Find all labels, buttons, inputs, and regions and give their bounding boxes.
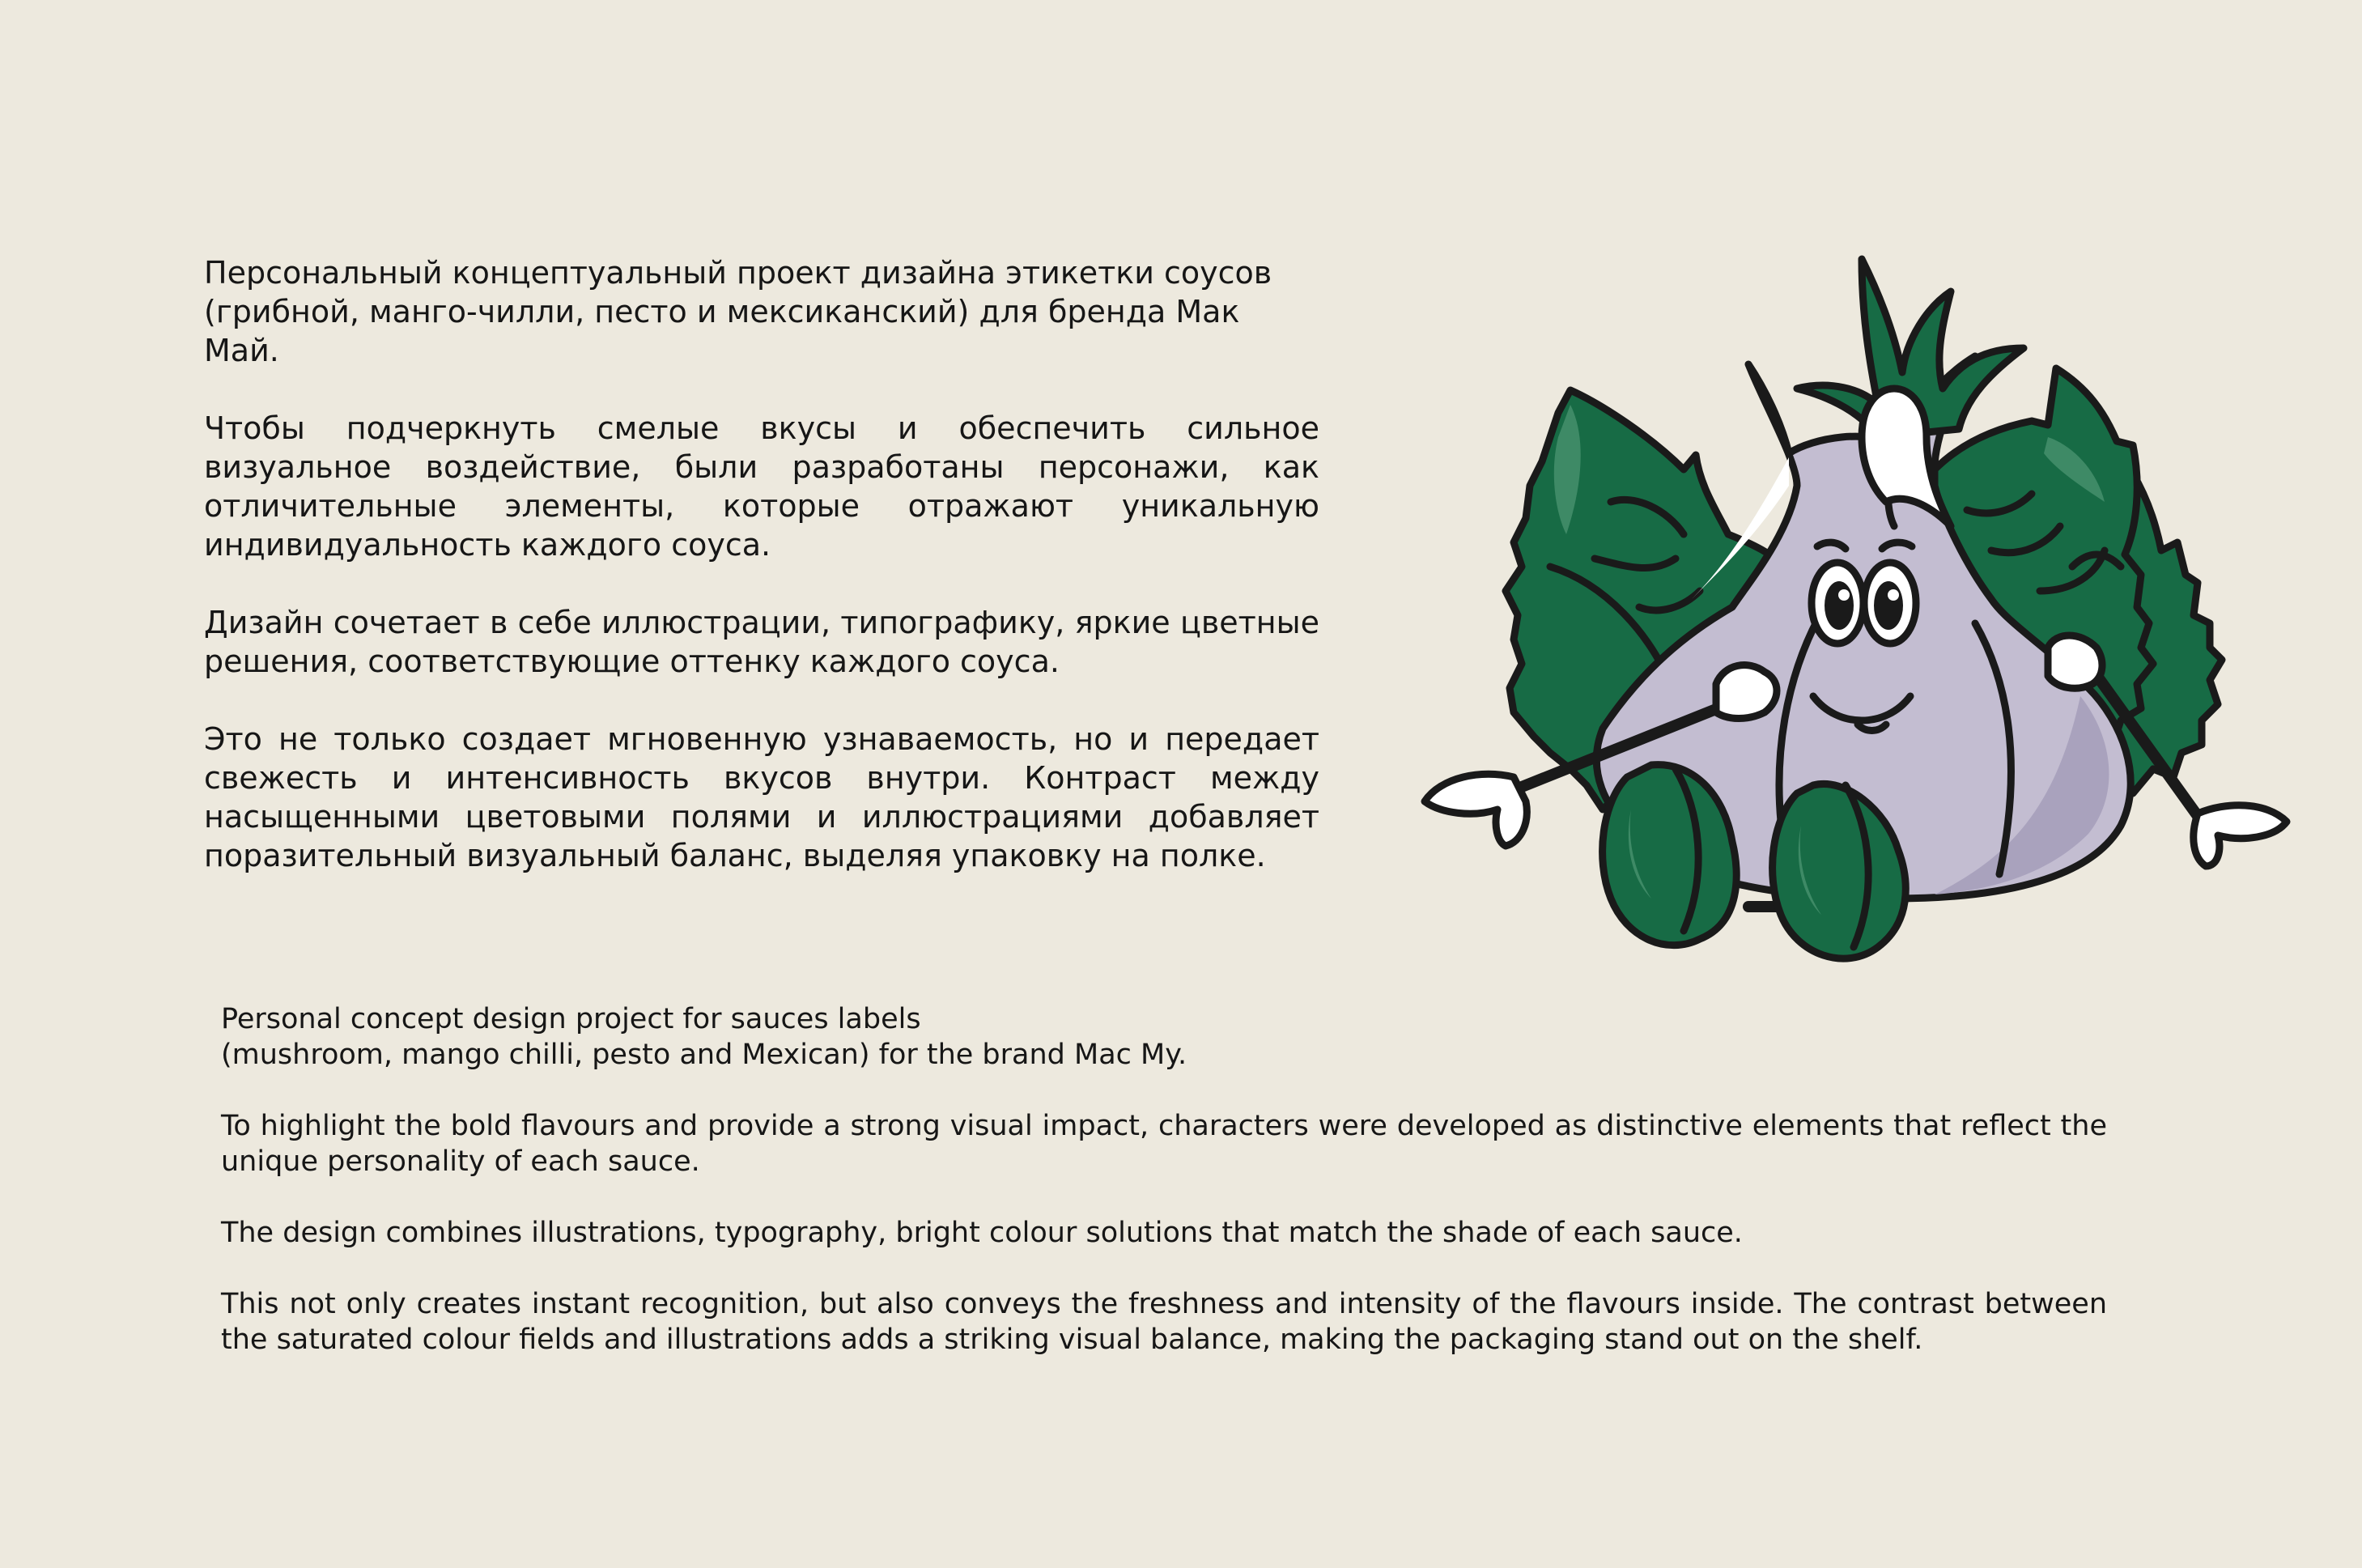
ru-paragraph-design: Дизайн сочетает в себе иллюстрации, типографику, яркие цветные решения, соответствующие оттенку каждого соуса. — [204, 605, 1319, 679]
ru-intro-line-2: (грибной, манго-чилли, песто и мексиканский) для бренда Мак Май. — [204, 294, 1240, 368]
en-paragraph-design: The design combines illustrations, typography, bright colour solutions that match the shade of each sauce. — [221, 1217, 1743, 1249]
ru-paragraph-characters: Чтобы подчеркнуть смелые вкусы и обеспечить сильное визуальное воздействие, были разработаны персонажи, как отличительные элементы, которые отражают уникальную индивидуальность каждого соуса. — [204, 410, 1319, 563]
russian-description — [204, 253, 1319, 914]
garlic-mascot-icon — [1408, 243, 2299, 988]
en-paragraph-characters: To highlight the bold flavours and provide a strong visual impact, characters were developed as distinctive elements that reflect the unique personality of each sauce. — [221, 1110, 2107, 1178]
ru-paragraph-recognition: Это не только создает мгновенную узнаваемость, но и передает свежесть и интенсивность вкусов внутри. Контраст между насыщенными цветовыми полями и иллюстрациями добавляет поразительный визуальный баланс, выделяя упаковку на полке. — [204, 721, 1319, 873]
en-paragraph-recognition: This not only creates instant recognition, but also conveys the freshness and intensity of the flavours inside. The contrast between the saturated colour fields and illustrations adds a striking visual balance, making the packaging stand out on the shelf. — [221, 1288, 2107, 1356]
en-intro-line-1: Personal concept design project for sauces labels — [221, 1003, 921, 1035]
en-paragraph-intro — [221, 1001, 2107, 1073]
english-description — [221, 1001, 2107, 1393]
ru-intro-line-1: Персональный концептуальный проект дизайна этикетки соусов — [204, 255, 1272, 291]
en-intro-line-2: (mushroom, mango chilli, pesto and Mexican) for the brand Mac My. — [221, 1039, 1187, 1071]
ru-paragraph-intro — [204, 253, 1319, 370]
